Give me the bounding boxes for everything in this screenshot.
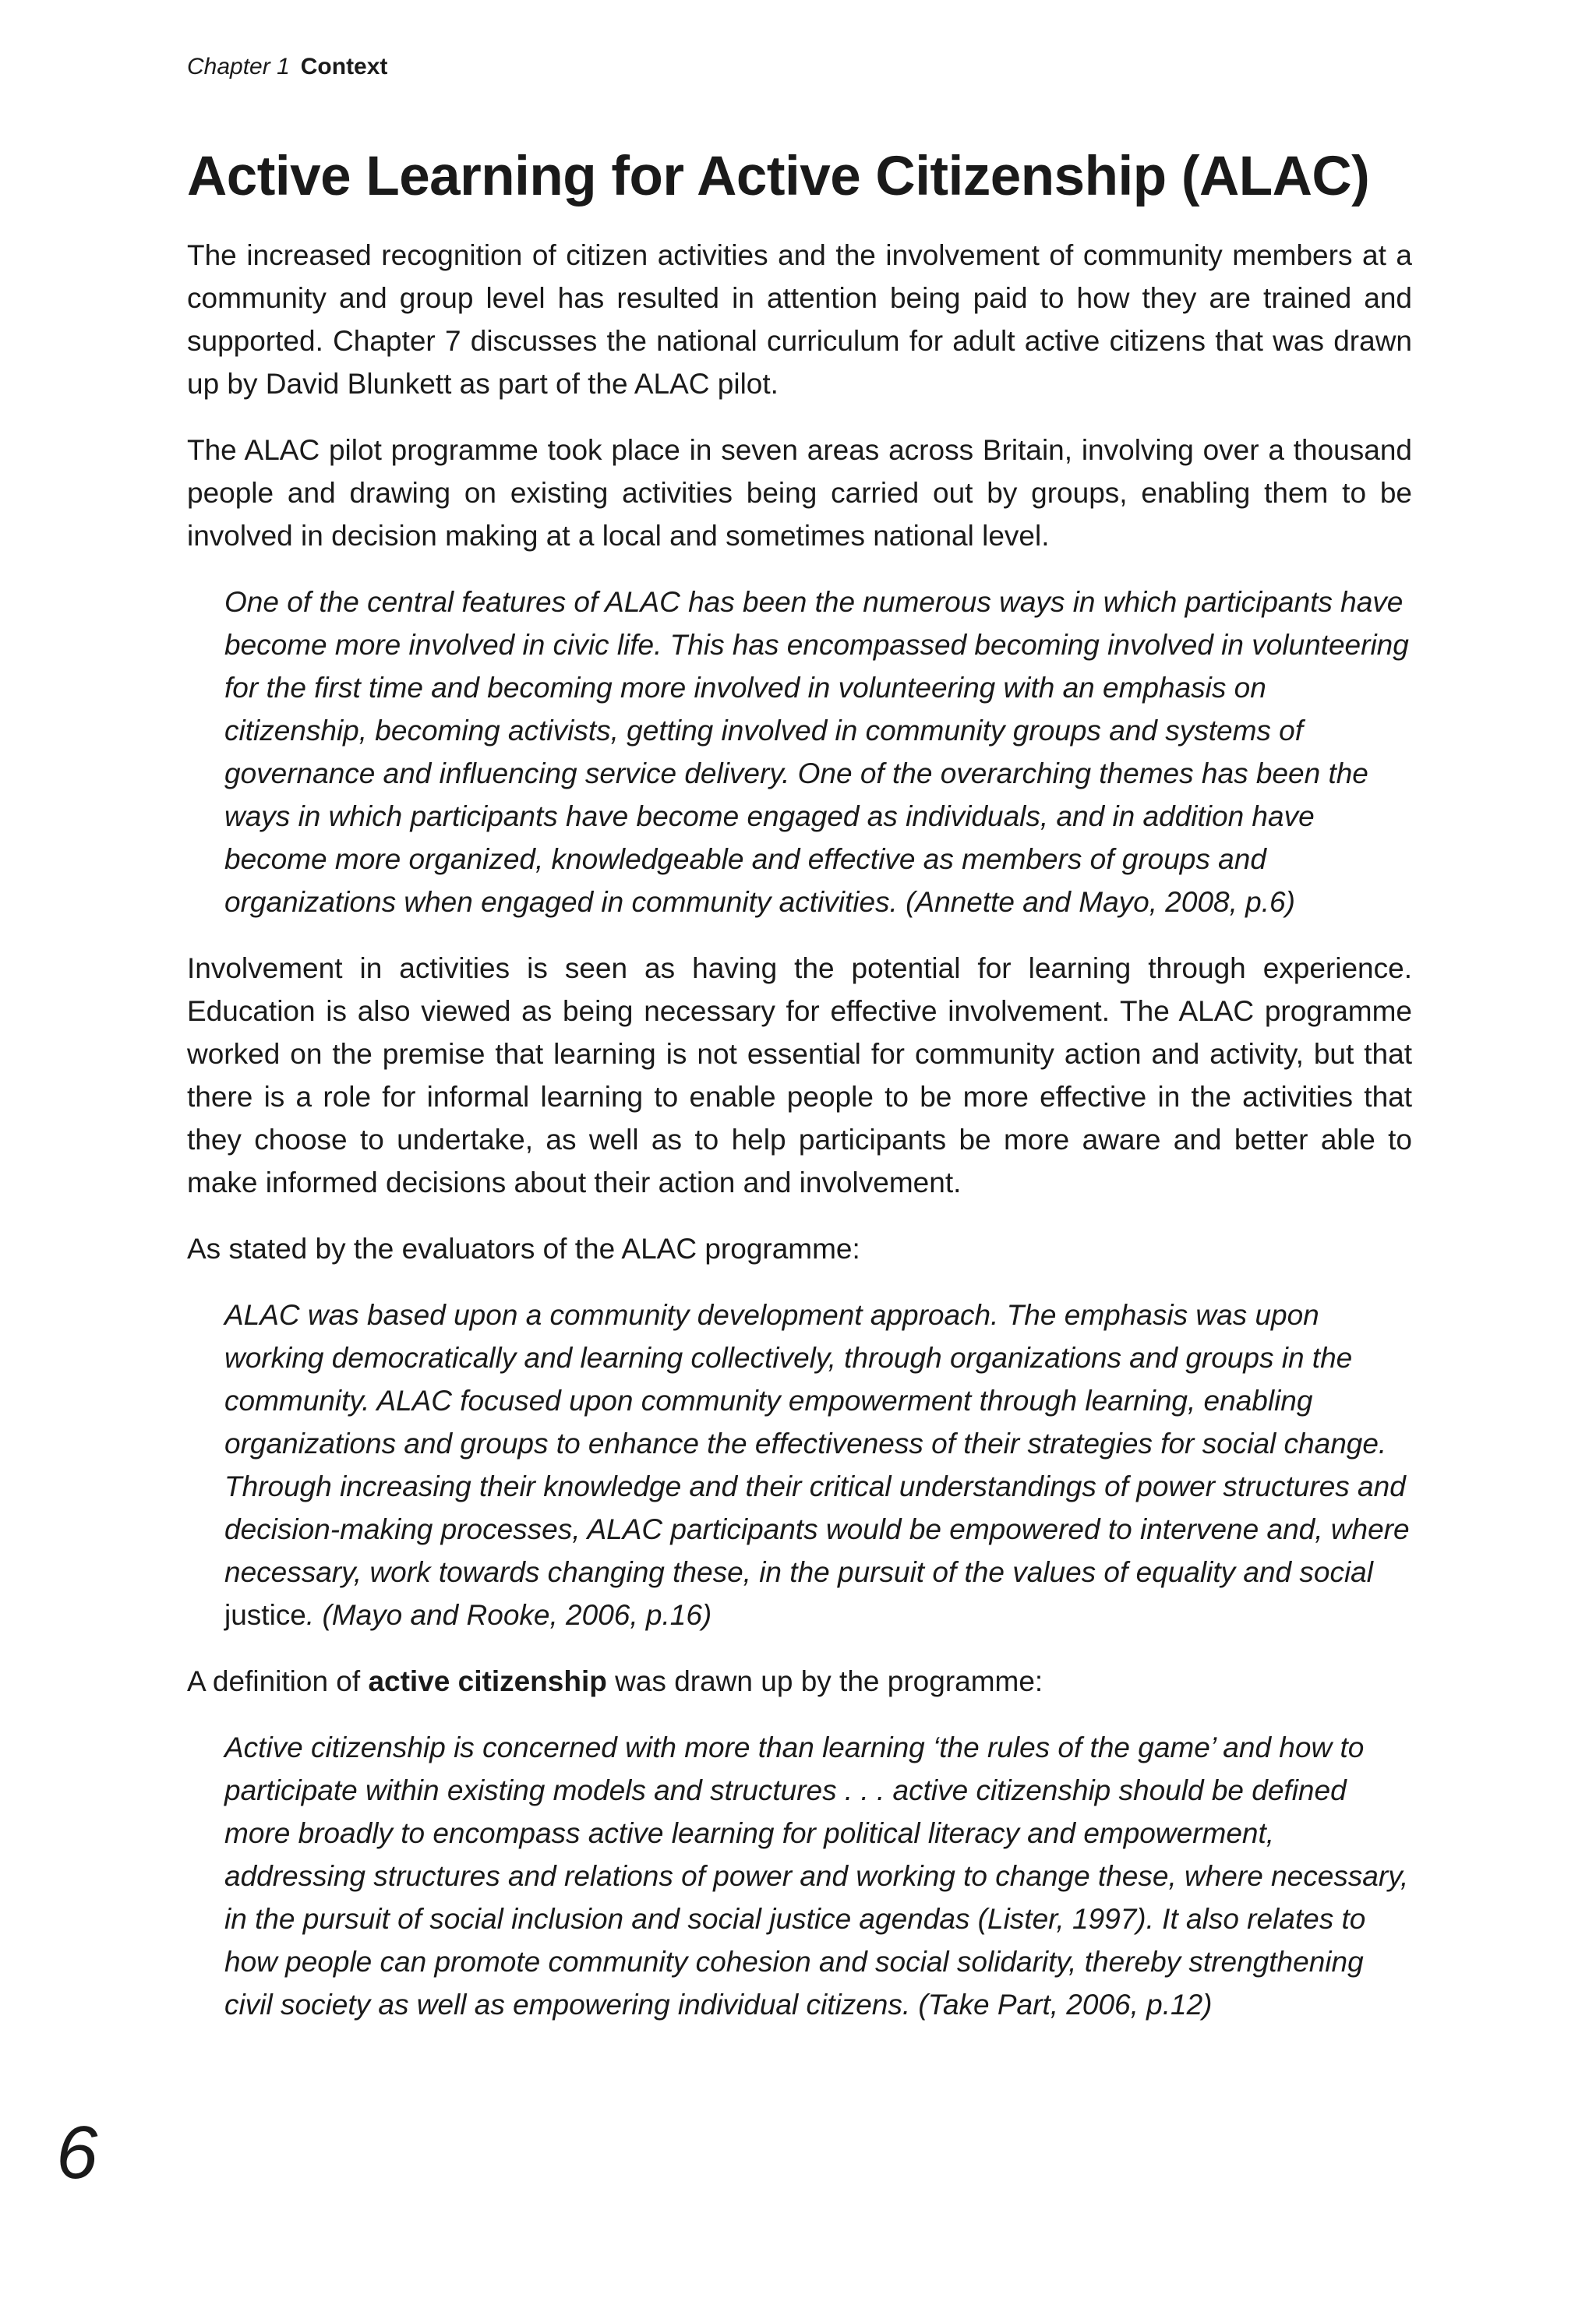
- block-quote-mayo-rooke: [224, 1294, 1412, 1636]
- chapter-number: Chapter 1: [187, 54, 290, 79]
- running-head: [187, 51, 387, 83]
- block-quote-take-part: Active citizenship is concerned with more than learning ‘the rules of the game’ and how to participate within existing models and structures . . . active citizenship should be defined more broadly to encompass active learning for political literacy and empowerment, addressing structures and relations of power and working to change these, where necessary, in the pursuit of social inclusion and social justice agendas (Lister, 1997). It also relates to how people can promote community cohesion and social solidarity, thereby strengthening civil society as well as empowering individual citizens. (Take Part, 2006, p.12): [224, 1731, 1409, 2021]
- chapter-title: Context: [300, 54, 388, 79]
- definition-after: was drawn up by the programme:: [606, 1665, 1043, 1697]
- page-body: [187, 139, 1412, 2049]
- quote-mayo-rooke-text: ALAC was based upon a community development approach. The emphasis was upon working democratically and learning collectively, through organizations and groups in the community. ALAC focused upon community empowerment through learning, enabling organizations and groups to enhance the effectiveness of their strategies for social change. Through increasing their knowledge and their critical understandings of power structures and decision-making processes, ALAC participants would be empowered to intervene and, where necessary, work towards changing these, in the pursuit of the values of equality and social: [224, 1299, 1410, 1588]
- paragraph-evaluators: As stated by the evaluators of the ALAC programme:: [187, 1233, 860, 1265]
- section-heading: Active Learning for Active Citizenship (ALAC): [187, 146, 1370, 207]
- definition-term: active citizenship: [368, 1665, 607, 1697]
- block-quote-annette-mayo: One of the central features of ALAC has been the numerous ways in which participants have become more involved in civic life. This has encompassed becoming involved in volunteering for the first time and becoming more involved in volunteering with an emphasis on citizenship, becoming activists, getting involved in community groups and systems of governance and influencing service delivery. One of the overarching themes has been the ways in which participants have become engaged as individuals, and in addition have become more organized, knowledgeable and effective as members of groups and organizations when engaged in community activities. (Annette and Mayo, 2008, p.6): [224, 586, 1409, 918]
- paragraph-involvement: Involvement in activities is seen as having the potential for learning through experience. Education is also viewed as being necessary for effective involvement. The ALAC programme worked on the premise that learning is not essential for community action and activity, but that there is a role for informal learning to enable people to be more effective in the activities that they choose to undertake, as well as to help participants be more aware and better able to make informed decisions about their action and involvement.: [187, 952, 1412, 1198]
- paragraph-pilot: The ALAC pilot programme took place in seven areas across Britain, involving over a thousand people and drawing on existing activities being carried out by groups, enabling them to be involved in decision making at a local and sometimes national level.: [187, 434, 1412, 552]
- paragraph-intro: The increased recognition of citizen activities and the involvement of community members at a community and group level has resulted in attention being paid to how they are trained and supported. Chapter 7 discusses the national curriculum for adult active citizens that was drawn up by David Blunkett as part of the ALAC pilot.: [187, 239, 1412, 400]
- page-number: 6: [56, 2111, 98, 2194]
- quote-mayo-rooke-upright-word: justice: [224, 1599, 306, 1631]
- paragraph-definition: [187, 1660, 1412, 1703]
- quote-mayo-rooke-citation: . (Mayo and Rooke, 2006, p.16): [305, 1599, 712, 1631]
- definition-before: A definition of: [187, 1665, 369, 1697]
